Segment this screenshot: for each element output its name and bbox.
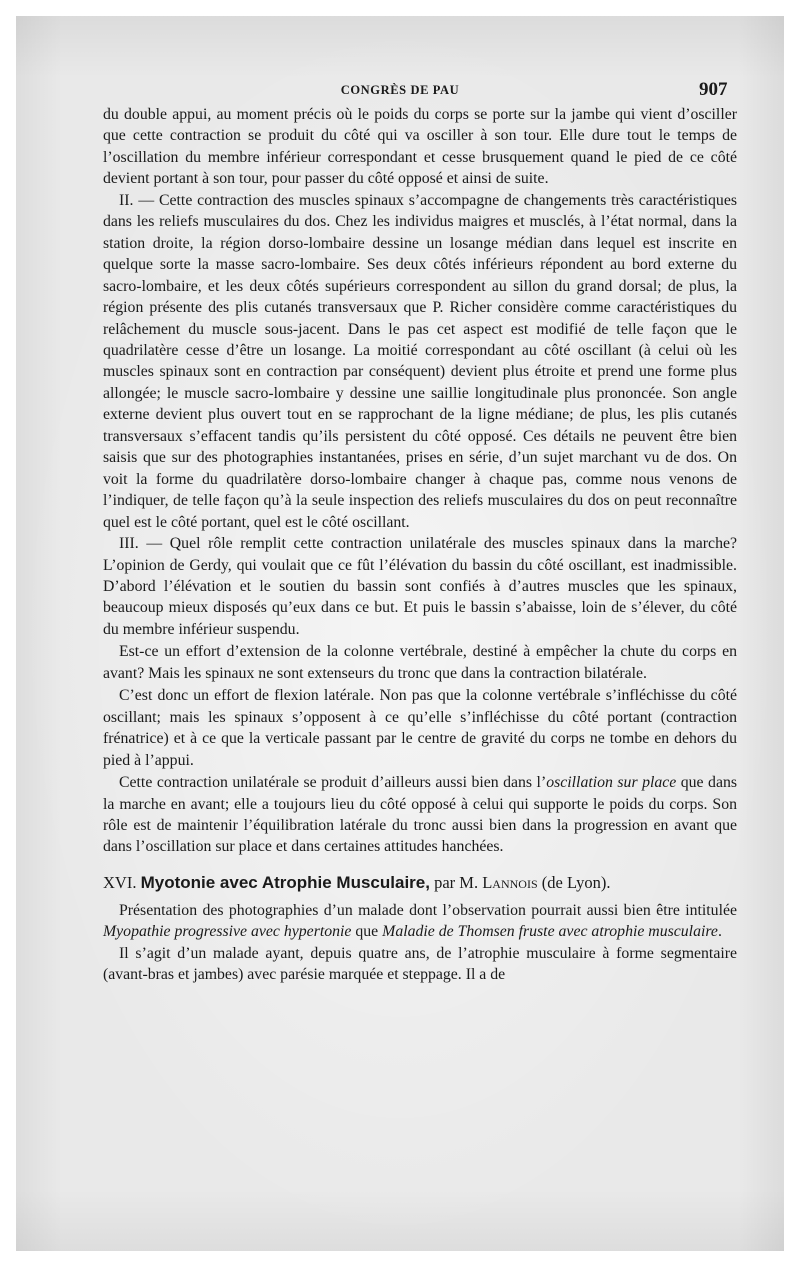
presentation-italic-1: Myopathie progressive avec hypertonie	[103, 923, 352, 941]
section-number: XVI.	[103, 872, 137, 892]
paragraph-section-iii: III. — Quel rôle remplit cette contraction unilatérale des muscles spinaux dans la marche? L’opinion de Gerdy, qui voulait que ce fût l’élévation du bassin du côté oscillant, est inadmissible. D’abord l’élévation et le soutien du bassin sont confiés à d’autres muscles que les spinaux, beaucoup mieux disposés qu’eux dans ce but. Et puis le bassin s’abaisse, loin de s’élever, du côté du membre inférieur suspendu.	[103, 535, 737, 638]
presentation-text-2: que	[351, 923, 383, 941]
presentation-italic-2: Maladie de Thomsen fruste avec atrophie musculaire	[382, 923, 718, 941]
running-head: CONGRÈS DE PAU	[340, 83, 460, 97]
section-heading-xvi	[103, 872, 737, 894]
paragraph-unilateral-text-1: Cette contraction unilatérale se produit d’ailleurs aussi bien dans l’	[119, 774, 547, 792]
paragraph-patient: Il s’agit d’un malade ayant, depuis quatre ans, de l’atrophie musculaire à forme segmentaire (avant-bras et jambes) avec parésie marquée et steppage. Il a de	[103, 944, 737, 984]
page-number: 907	[699, 79, 728, 100]
section-affiliation: (de Lyon).	[541, 872, 611, 892]
presentation-text-3: .	[717, 923, 722, 941]
paragraph-extension: Est-ce un effort d’extension de la colonne vertébrale, destiné à empêcher la chute du corps en avant? Mais les spinaux ne sont extenseurs du tronc que dans la contraction bilatérale.	[103, 643, 737, 682]
section-by: par M.	[434, 872, 479, 892]
paragraph-unilateral	[103, 772, 737, 858]
body-text	[103, 104, 737, 986]
page-header	[16, 79, 784, 103]
paragraph-section-ii: II. — Cette contraction des muscles spinaux s’accompagne de changements très caractéristiques dans les reliefs musculaires du dos. Chez les individus maigres et musclés, à l’état normal, dans la station droite, la région dorso-lombaire dessine un losange médian dans lequel est inscrite en quelque sorte la masse sacro-lombaire. Ses deux côtés inférieurs répondent au bord externe du sacro-lombaire, et les deux côtés supérieurs correspondent au sillon du grand dorsal; de plus, la région présente des plis cutanés transversaux que P. Richer considère comme caractéristiques du relâchement du muscle sous-jacent. Dans le pas cet aspect est modifié de telle façon que le quadrilatère cesse d’être un losange. La moitié correspondant au côté oscillant (à celui où les muscles spinaux sont en contraction par conséquent) devient plus étroite et prend une forme plus allongée; le muscle sacro-lombaire y dessine une saillie longitudinale plus prononcée. Son angle externe devient plus ouvert tout en se rapprochant de la ligne médiane; de plus, les plis cutanés transversaux s’effacent tandis qu’ils persistent du côté opposé. Ces détails ne peuvent être bien saisis que sur des photographies instantanées, prises en série, d’un sujet marchant vu de dos. On voit la forme du quadrilatère dorso-lombaire changer à chaque pas, comme nous venons de l’indiquer, de telle façon qu’à la seule inspection des reliefs musculaires du dos on peut reconnaître quel est le côté portant, quel est le côté oscillant.	[103, 191, 737, 531]
paragraph-continuation: du double appui, au moment précis où le poids du corps se porte sur la jambe qui vient d’osciller que cette contraction se produit du côté qui va osciller à son tour. Elle dure tout le temps de l’oscillation du membre inférieur correspondant et cesse brusquement quand le pied de ce côté devient portant à son tour, pour passer du côté opposé et ainsi de suite.	[103, 106, 737, 188]
paragraph-presentation	[103, 900, 737, 943]
paragraph-unilateral-italic: oscillation sur place	[546, 774, 677, 792]
section-author: Lannois	[482, 872, 538, 892]
presentation-text-1: Présentation des photographies d’un malade dont l’observation pourrait aussi bien être intitulée	[119, 901, 737, 919]
section-title: Myotonie avec Atrophie Musculaire,	[140, 872, 430, 892]
paragraph-unilateral-text-2: que dans la marche en avant; elle a toujours lieu du côté opposé à celui qui supporte le poids du corps. Son rôle est de maintenir l’équilibration latérale du tronc aussi bien dans la progression en avant que dans l’oscillation sur place et dans certaines attitudes hanchées.	[103, 774, 738, 856]
scanned-page	[16, 16, 784, 1251]
paragraph-flexion: C’est donc un effort de flexion latérale. Non pas que la colonne vertébrale s’infléchisse du côté oscillant; mais les spinaux s’opposent à ce qu’elle s’infléchisse du côté portant (contraction frénatrice) et à ce que la verticale passant par le centre de gravité du corps ne tombe en dehors du pied à l’appui.	[103, 687, 737, 769]
section-xvi-body	[103, 900, 737, 986]
